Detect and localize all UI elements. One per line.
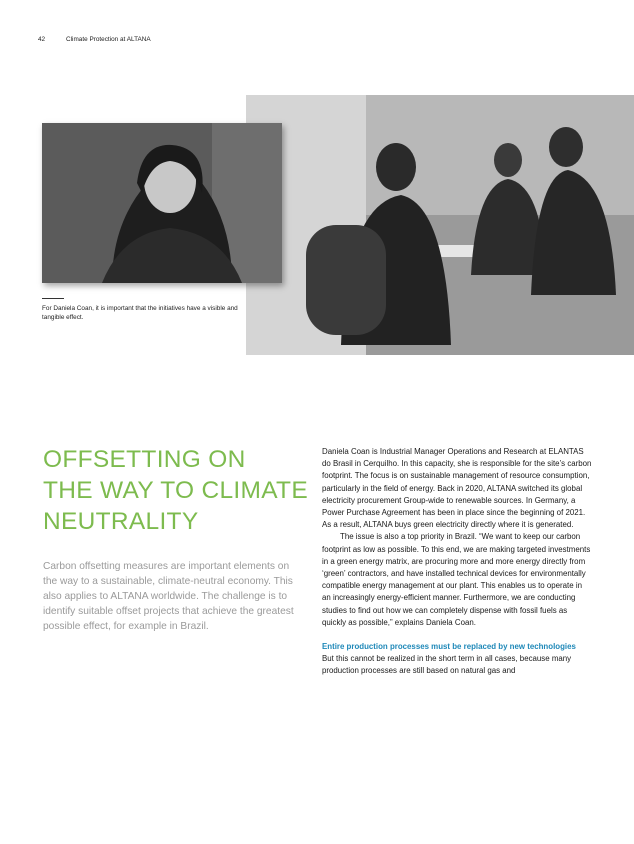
portrait-photo-illustration bbox=[42, 123, 282, 283]
headline-line-2: THE WAY TO CLIMATE bbox=[43, 477, 308, 504]
portrait-photo bbox=[42, 123, 282, 283]
caption-rule bbox=[42, 298, 64, 299]
article-headline bbox=[43, 444, 323, 537]
section-title: Climate Protection at ALTANA bbox=[66, 36, 151, 43]
body-subheading: Entire production processes must be replaced by new technologies bbox=[322, 642, 576, 652]
meeting-photo-illustration bbox=[246, 95, 634, 355]
page-header bbox=[38, 36, 151, 43]
article-body bbox=[322, 446, 592, 678]
body-paragraph-1: Daniela Coan is Industrial Manager Operations and Research at ELANTAS do Brasil in Cerquilho. In this capacity, she is responsible for the site’s carbon footprint. The focus is on sustainable management of resource consumption, particularly in the field of energy. Back in 2020, ALTANA switched its global electricity procurement Group-wide to renewable sources. In Germany, a Power Purchase Agreement has been in place since the beginning of 2021. As a result, ALTANA buys green electricity directly where it is generated. bbox=[322, 447, 592, 530]
headline-line-3: NEUTRALITY bbox=[43, 508, 199, 535]
body-paragraph-2: The issue is also a top priority in Brazil. “We want to keep our carbon footprint as low as possible. To this end, we are making targeted investments in a green energy matrix, are procuring more and more energy directly from ‘green’ contractors, and have installed technical devices for environmentally compatible energy management at our plant. This enables us to operate in an increasingly energy-efficient manner. Furthermore, we are conducting studies to find out how we can completely dispense with fossil fuels as quickly as possible,” explains Daniela Coan. bbox=[322, 532, 591, 627]
meeting-photo bbox=[246, 95, 634, 355]
body-paragraph-3: But this cannot be realized in the short term in all cases, because many production processes are still based on natural gas and bbox=[322, 654, 572, 676]
photo-caption: For Daniela Coan, it is important that the initiatives have a visible and tangible effect. bbox=[42, 305, 238, 321]
headline-line-1: OFFSETTING ON bbox=[43, 446, 246, 473]
page-number: 42 bbox=[38, 36, 46, 43]
article-intro: Carbon offsetting measures are important elements on the way to a sustainable, climate-neutral economy. This also applies to ALTANA worldwide. The challenge is to identify suitable offset projects that achieve the greatest possible effect, for example in Brazil. bbox=[43, 561, 294, 632]
